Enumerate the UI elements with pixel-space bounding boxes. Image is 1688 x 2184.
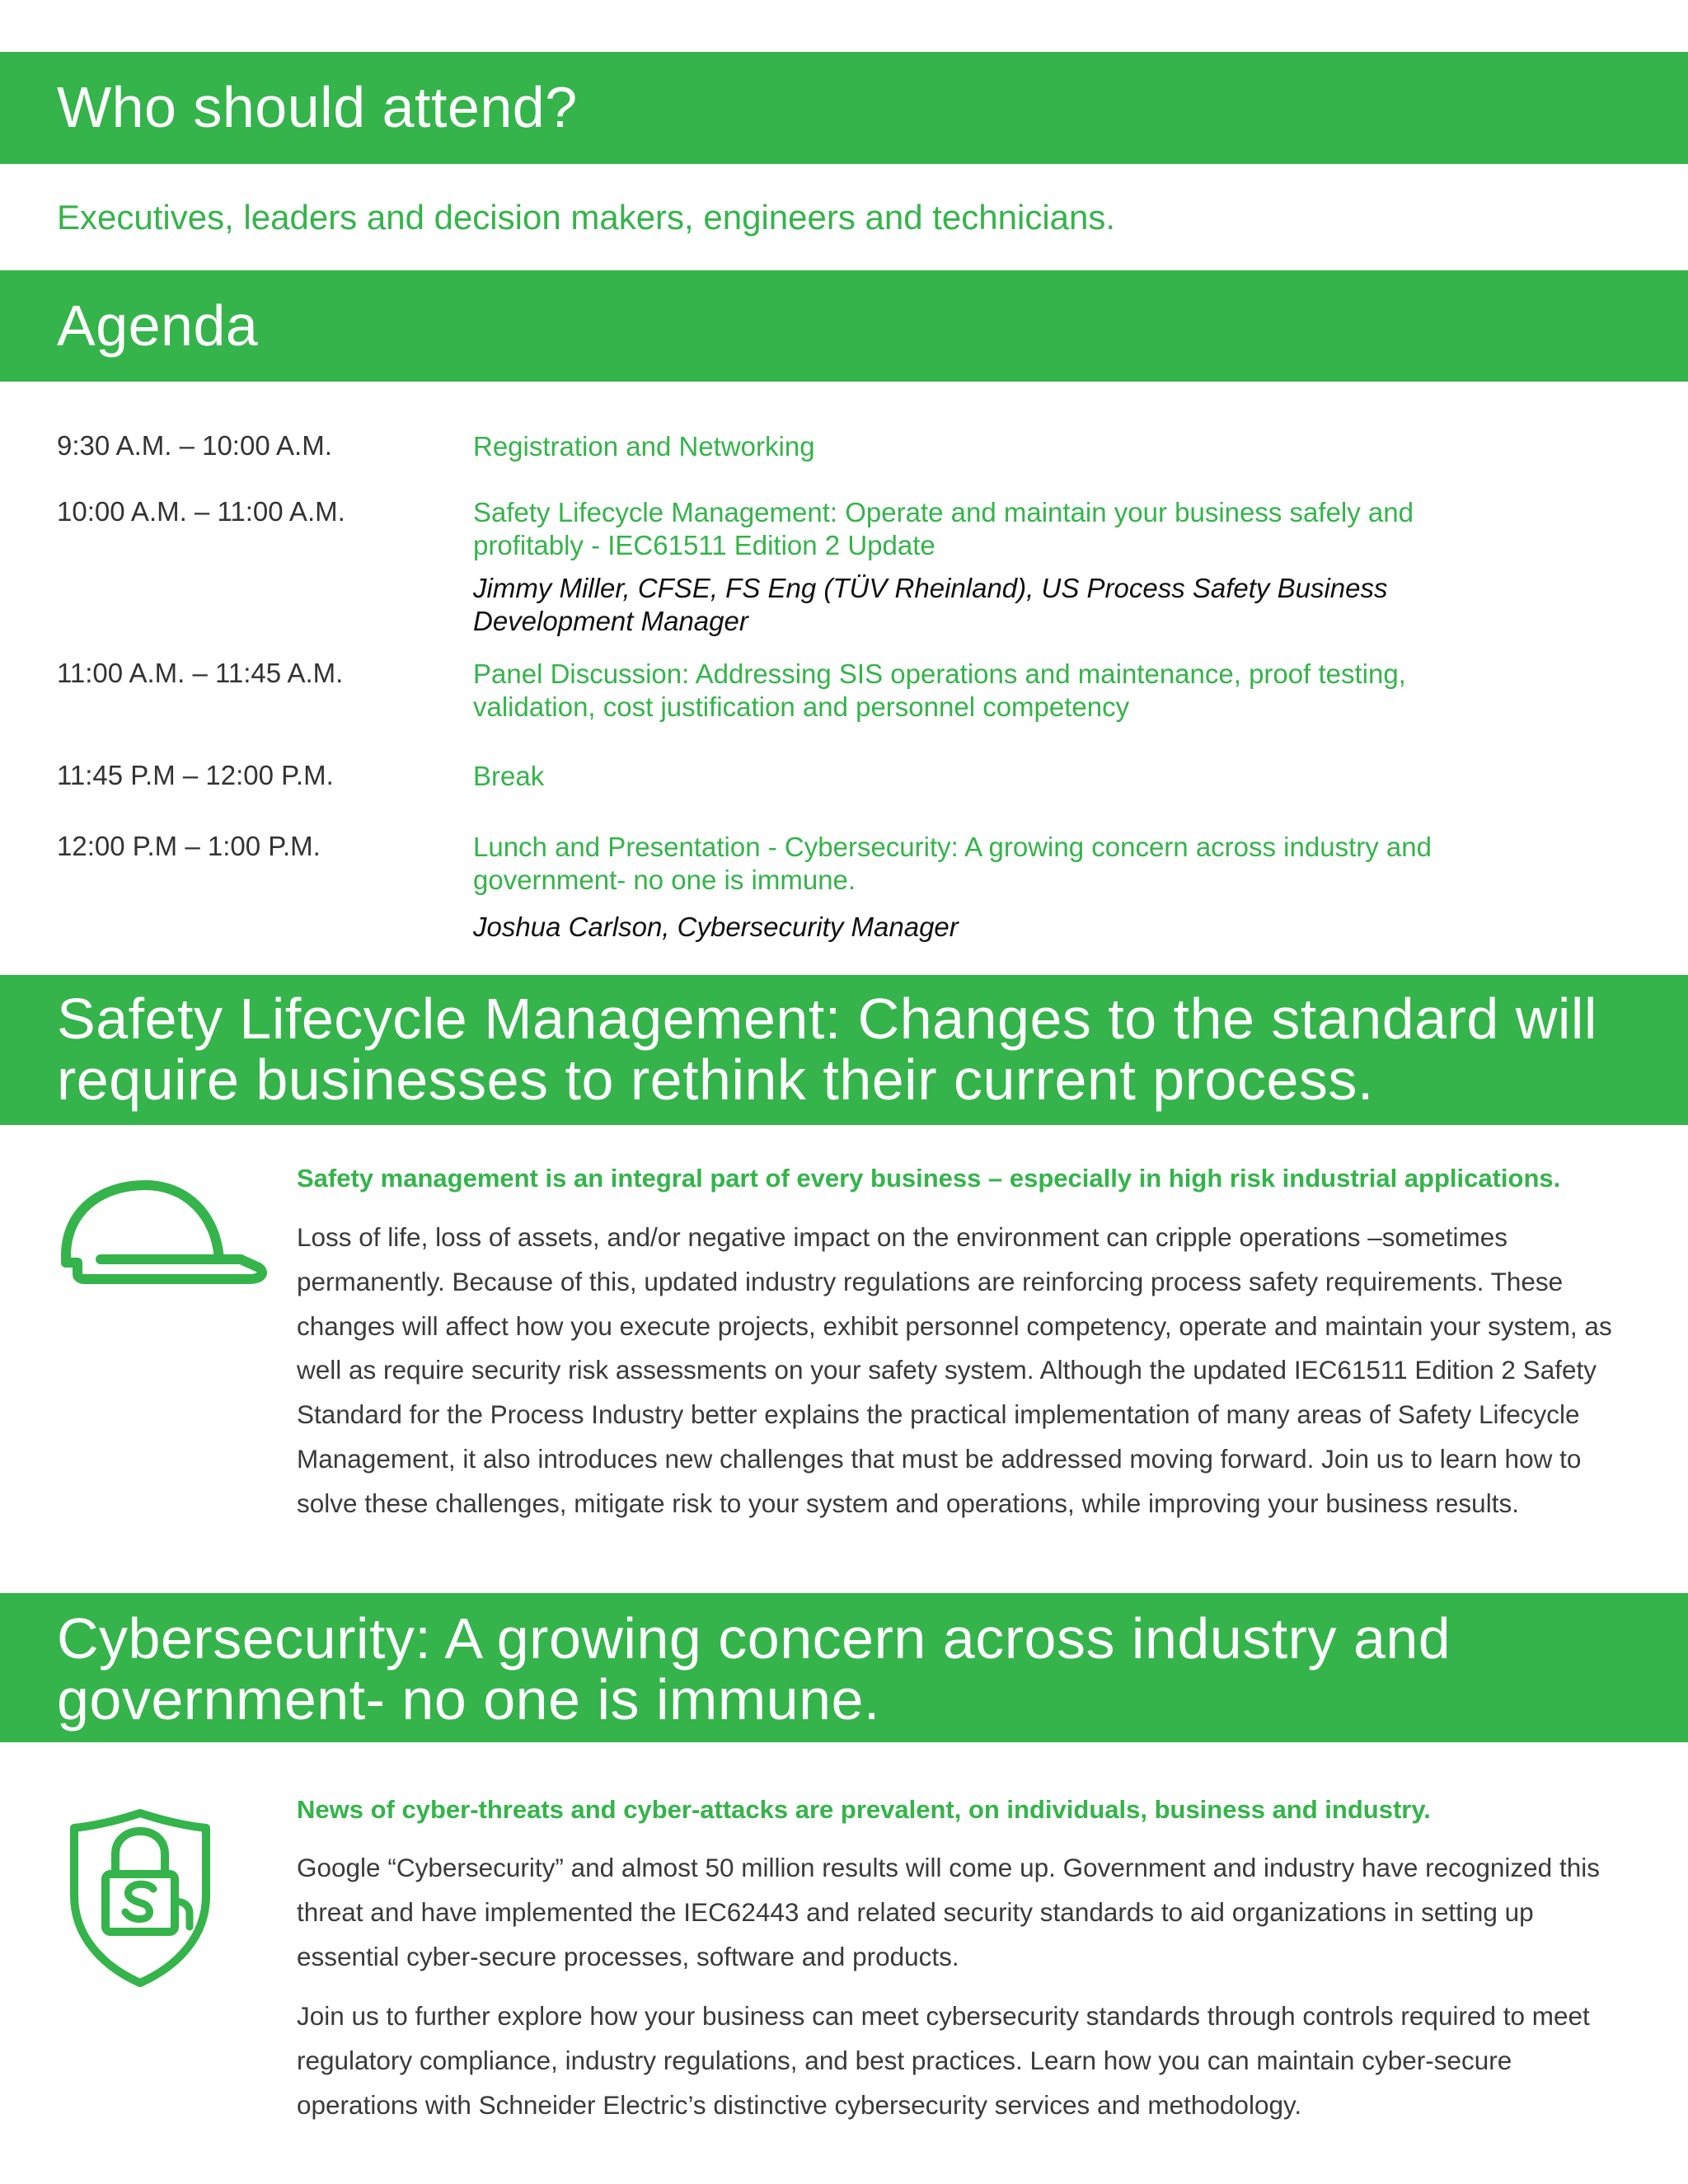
- agenda-time: 12:00 P.M – 1:00 P.M.: [57, 831, 321, 861]
- safety-heading: Safety Lifecycle Management: Changes to the standard will require businesses to rethink their current process.: [57, 987, 1597, 1112]
- who-should-attend-heading: Who should attend?: [57, 75, 578, 139]
- safety-body: Loss of life, loss of assets, and/or negative impact on the environment can cripple operations –sometimes permanently. Because of this, updated industry regulations are reinforcing process safety requirements. These changes will affect how you execute projects, exhibit personnel competency, operate and maintain your system, as well as require security risk assessments on your safety system. Although the updated IEC61511 Edition 2 Safety Standard for the Process Industry better explains the practical implementation of many areas of Safety Lifecycle Management, it also introduces new challenges that must be addressed moving forward. Join us to learn how to solve these challenges, mitigate risk to your system and operations, while improving your business results.: [297, 1222, 1612, 1518]
- agenda-time: 10:00 A.M. – 11:00 A.M.: [57, 496, 345, 527]
- agenda-title: Panel Discussion: Addressing SIS operations and maintenance, proof testing, validation, cost justification and personnel competency: [473, 658, 1406, 722]
- safety-lead: Safety management is an integral part of every business – especially in high risk industrial applications.: [297, 1164, 1561, 1193]
- shield-lock-icon: [66, 1803, 214, 1993]
- agenda-title: Safety Lifecycle Management: Operate and maintain your business safely and profitably - IEC61511 Edition 2 Update: [473, 497, 1414, 560]
- agenda-title: Break: [473, 761, 545, 791]
- agenda-time: 9:30 A.M. – 10:00 A.M.: [57, 430, 332, 461]
- cybersecurity-banner: [0, 1593, 1688, 1742]
- cybersecurity-body-2: Join us to further explore how your business can meet cybersecurity standards through controls required to meet regulatory compliance, industry regulations, and best practices. Learn how you can maintain cyber-secure operations with Schneider Electric’s distinctive cybersecurity services and methodology.: [297, 2001, 1590, 2120]
- agenda-heading: Agenda: [57, 293, 259, 358]
- agenda-time: 11:00 A.M. – 11:45 A.M.: [57, 658, 344, 688]
- who-should-attend-banner: [0, 52, 1688, 164]
- attendees-text: Executives, leaders and decision makers, engineers and technicians.: [57, 198, 1116, 237]
- cybersecurity-body-1: Google “Cybersecurity” and almost 50 million results will come up. Government and industry have recognized this threat and have implemented the IEC62443 and related security standards to aid organizations in setting up essential cyber-secure processes, software and products.: [297, 1853, 1600, 1971]
- agenda-banner: [0, 270, 1688, 382]
- agenda-speaker: Jimmy Miller, CFSE, FS Eng (TÜV Rheinland), US Process Safety Business Development Manager: [473, 573, 1388, 636]
- safety-banner: [0, 975, 1688, 1125]
- agenda-title: Lunch and Presentation - Cybersecurity: A growing concern across industry and government- no one is immune.: [473, 832, 1432, 895]
- agenda-title: Registration and Networking: [473, 431, 815, 462]
- agenda-time: 11:45 P.M – 12:00 P.M.: [57, 760, 334, 790]
- cybersecurity-lead: News of cyber-threats and cyber-attacks are prevalent, on individuals, business and industry.: [297, 1795, 1431, 1824]
- cybersecurity-heading: Cybersecurity: A growing concern across industry and government- no one is immune.: [57, 1606, 1451, 1732]
- agenda-speaker: Joshua Carlson, Cybersecurity Manager: [473, 912, 959, 942]
- hard-hat-icon: [54, 1177, 269, 1288]
